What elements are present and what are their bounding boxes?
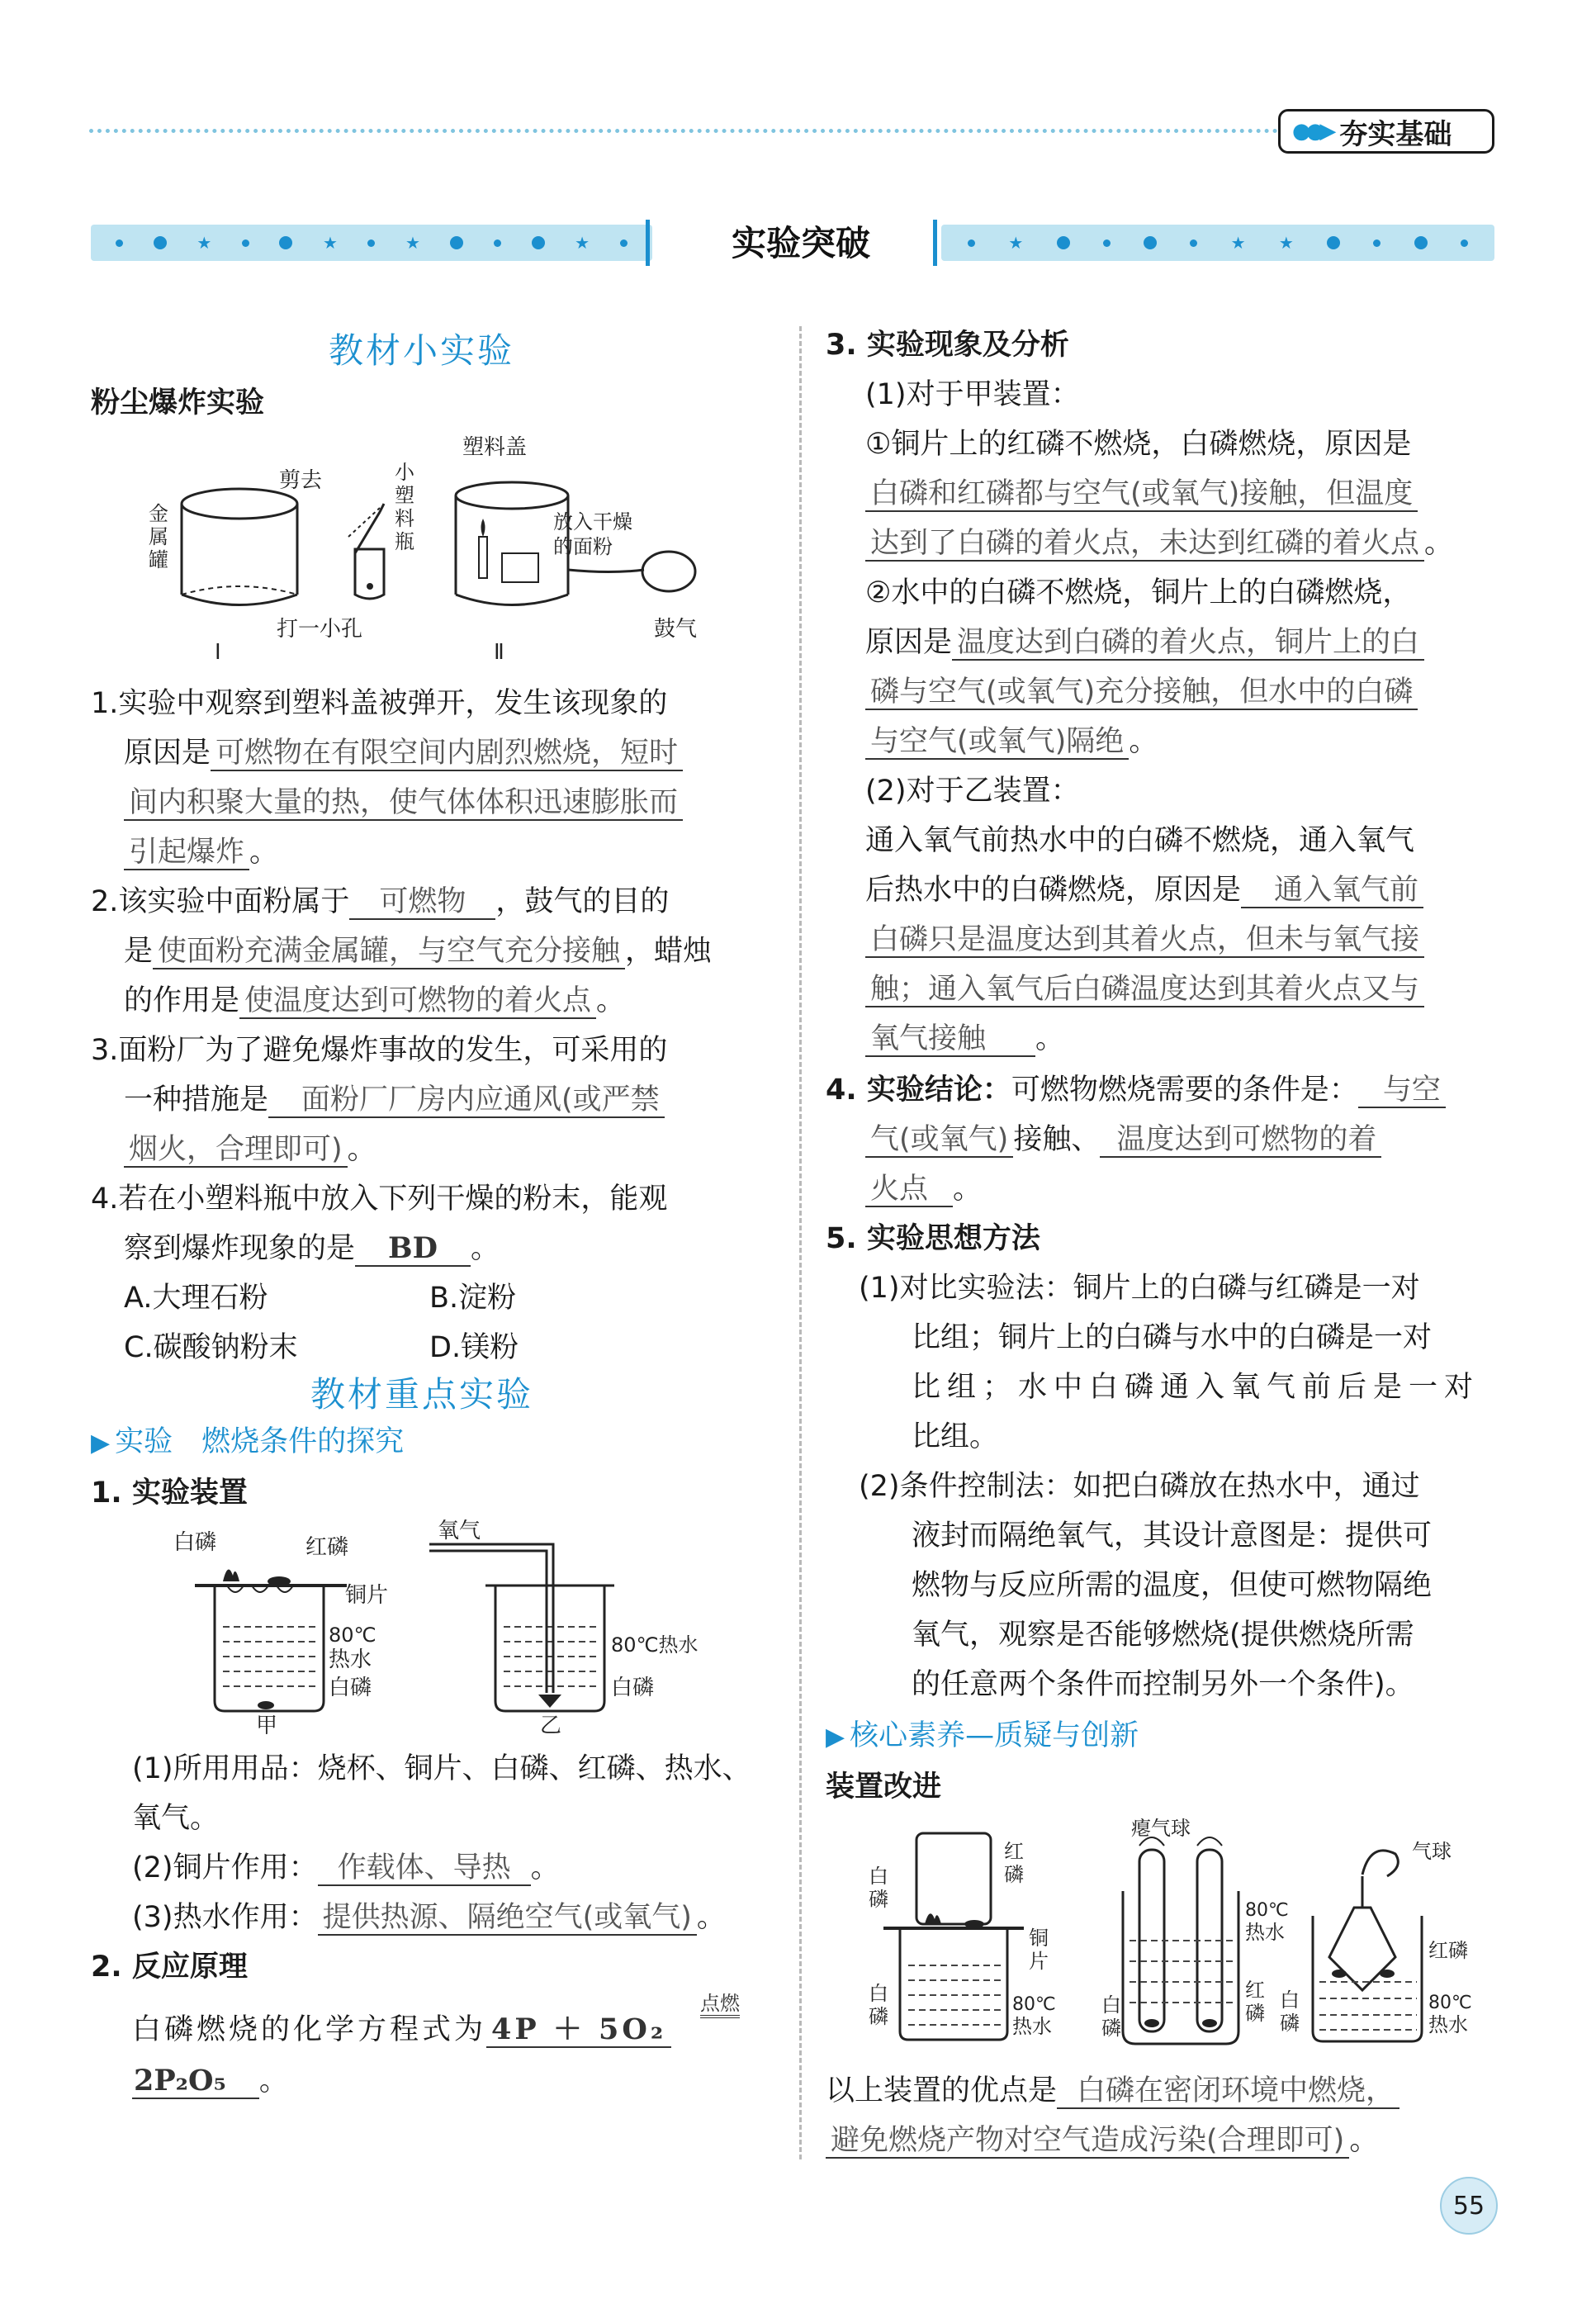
adv-line1: 以上装置的优点是 白磷在密闭环境中燃烧， (826, 2066, 1399, 2116)
s3-c1: 通入氧气前热水中的白磷不燃烧，通入氧气 (865, 824, 1415, 857)
s3-a3: 达到了白磷的着火点，未达到红磷的着火点 。 (865, 519, 1453, 568)
q4-line2: 察到爆炸现象的是 BD 。 (124, 1231, 500, 1265)
svg-text:红: 红 (1004, 1840, 1024, 1863)
combustion-apparatus-figure (157, 1519, 735, 1734)
svg-text:料: 料 (395, 507, 414, 530)
q3-line3: 烟火，合理即可) 。 (124, 1125, 377, 1174)
label-fangru: 放入干燥 (553, 510, 632, 533)
svg-text:80℃: 80℃ (1245, 1900, 1289, 1921)
q2-line3: 的作用是 使温度达到可燃物的着火点 。 (124, 984, 626, 1017)
core-title: ▶ 核心素养—质疑与创新 (826, 1719, 1139, 1752)
page-number: 55 (1440, 2177, 1498, 2235)
svg-text:罐: 罐 (149, 548, 168, 571)
s5-p2a: (2)条件控制法：如把白磷放在热水中，通过 (859, 1470, 1420, 1503)
exp-name: 粉尘爆炸实验 (91, 386, 265, 420)
svg-text:小: 小 (395, 461, 414, 484)
svg-text:白: 白 (1101, 1993, 1121, 2017)
reaction-condition: 点燃 (700, 1992, 740, 2018)
svg-text:热水: 热水 (1245, 1921, 1285, 1944)
label-suliaogai: 塑料盖 (462, 435, 528, 460)
s5-p2e: 的任意两个条件而控制另外一个条件)。 (912, 1668, 1414, 1701)
s3-a1: ①铜片上的红磷不燃烧，白磷燃烧，原因是 (865, 428, 1412, 461)
s1-title: 1. 实验装置 (91, 1477, 248, 1510)
s1-item2: (2)铜片作用： 作载体、导热 。 (132, 1851, 560, 1884)
s3-b3: 磷与空气(或氧气)充分接触，但水中的白磷 (865, 667, 1418, 717)
svg-text:热水: 热水 (1428, 2013, 1468, 2036)
s3-b2: 原因是 温度达到白磷的着火点，铜片上的白 (865, 618, 1424, 667)
svg-text:白: 白 (1280, 1989, 1300, 2012)
s3-b4: 与空气(或氧气)隔绝 。 (865, 717, 1158, 766)
s4-line3: 火点 。 (865, 1164, 982, 1214)
s5-p1d: 比组。 (912, 1420, 999, 1453)
svg-text:白: 白 (869, 1865, 888, 1888)
s3-c2: 后热水中的白磷燃烧，原因是 通入氧气前 (865, 865, 1423, 915)
q4-option-b: B.淀粉 (429, 1282, 517, 1315)
left-title1: 教材小实验 (329, 330, 515, 371)
s3-title: 3. 实验现象及分析 (826, 329, 1069, 362)
fig2-label-reshui: 热水 (329, 1647, 372, 1672)
s5-p1c: 比组；水中白磷通入氧气前后是一对 (912, 1371, 1480, 1404)
label-jianqu: 剪去 (279, 468, 323, 493)
fig2-label-jia: 甲 (256, 1714, 278, 1734)
fig2-label-bailin2: 白磷 (329, 1676, 372, 1700)
s3-c3: 白磷只是温度达到其着火点，但未与氧气接 (865, 915, 1424, 965)
fig2-label-tongpian: 铜片 (345, 1583, 389, 1608)
s3-b1: ②水中的白磷不燃烧，铜片上的白磷燃烧， (865, 576, 1412, 609)
q1-line2: 原因是 可燃物在有限空间内剧烈燃烧，短时 (124, 728, 683, 778)
fig2-label-bailin3: 白磷 (611, 1676, 655, 1700)
svg-text:80℃: 80℃ (1012, 1994, 1056, 2015)
q3-line2: 一种措施是 面粉厂厂房内应通风(或严禁 (124, 1075, 665, 1125)
svg-text:磷: 磷 (869, 2005, 888, 2028)
fig3-label-bieqiqiu: 瘪气球 (1131, 1817, 1191, 1840)
label-guqi: 鼓气 (654, 617, 698, 642)
triangle-icon: ▶ (826, 1723, 845, 1752)
label-roman2: Ⅱ (494, 640, 504, 665)
svg-text:磷: 磷 (1101, 2017, 1121, 2040)
s3-a2: 白磷和红磷都与空气(或氧气)接触，但温度 (865, 469, 1418, 519)
svg-text:磷: 磷 (1245, 2002, 1265, 2025)
adv-line2: 避免燃烧产物对空气造成污染(合理即可) 。 (826, 2116, 1378, 2165)
fig2-label-temp-reshui: 80℃热水 (611, 1633, 699, 1657)
badge-label: 夯实基础 (1339, 117, 1452, 151)
banner-left-bar (646, 220, 650, 266)
q1-line1: 1.实验中观察到塑料盖被弹开，发生该现象的 (91, 687, 668, 720)
s3-c5: 氧气接触 。 (865, 1014, 1064, 1064)
svg-text:片: 片 (1029, 1950, 1049, 1973)
svg-text:塑: 塑 (395, 484, 414, 507)
s5-p1b: 比组；铜片上的白磷与水中的白磷是一对 (912, 1321, 1433, 1354)
svg-text:红: 红 (1245, 1979, 1265, 2002)
fig3-label-honglin3: 红磷 (1428, 1939, 1468, 1962)
q4-line1: 4.若在小塑料瓶中放入下列干燥的粉末，能观 (91, 1183, 668, 1216)
fig2-label-honglin: 红磷 (305, 1535, 349, 1560)
svg-text:铜: 铜 (1029, 1927, 1049, 1950)
s5-p1a: (1)对比实验法：铜片上的白磷与红磷是一对 (859, 1272, 1420, 1305)
fig2-label-temp: 80℃ (329, 1624, 377, 1647)
svg-text:磷: 磷 (869, 1888, 888, 1911)
exp2-title: ▶ 实验 燃烧条件的探究 (91, 1425, 405, 1458)
svg-text:磷: 磷 (1280, 2012, 1300, 2035)
label-dayixiaokong: 打一小孔 (277, 617, 363, 642)
svg-text:白: 白 (869, 1982, 888, 2005)
svg-text:热水: 热水 (1012, 2015, 1052, 2038)
q4-option-d: D.镁粉 (429, 1331, 519, 1364)
q2-line1: 2.该实验中面粉属于 可燃物 ，鼓气的目的 (91, 885, 670, 918)
label-roman1: I (215, 640, 221, 665)
s2-title: 2. 反应原理 (91, 1951, 248, 1984)
svg-text:属: 属 (149, 525, 168, 548)
banner-left-strip: ★ ★ ★ ★ (91, 225, 652, 261)
q1-line4: 引起爆炸 。 (124, 827, 278, 877)
q2-line2: 是 使面粉充满金属罐，与空气充分接触 ，蜡烛 (124, 935, 713, 968)
header-dotted-line (89, 129, 1278, 135)
double-arrow-icon: ●●▶ (1292, 119, 1332, 144)
s1-item3: (3)热水作用： 提供热源、隔绝空气(或氧气) 。 (132, 1901, 726, 1934)
s5-p2c: 燃物与反应所需的温度，但使可燃物隔绝 (912, 1569, 1433, 1602)
label-jinshuguan-1: 金 (149, 502, 168, 525)
svg-text:瓶: 瓶 (395, 530, 414, 553)
banner-right-strip: ★ ★ ★ (941, 225, 1494, 261)
column-divider (799, 326, 802, 2159)
s5-p2b: 液封而隔绝氧气，其设计意图是：提供可 (912, 1519, 1433, 1552)
s3-c4: 触；通入氧气后白磷温度达到其着火点又与 (865, 965, 1424, 1014)
fig3-label-qiqiu: 气球 (1412, 1840, 1452, 1863)
s1-item1b: 氧气。 (132, 1802, 220, 1835)
svg-text:80℃: 80℃ (1428, 1993, 1472, 2013)
s3-sub1: (1)对于甲装置： (865, 378, 1080, 411)
fig2-label-yangqi: 氧气 (438, 1519, 481, 1543)
left-title2: 教材重点实验 (310, 1374, 534, 1415)
fig2-label-yi: 乙 (540, 1714, 562, 1734)
s5-title: 5. 实验思想方法 (826, 1222, 1040, 1255)
s3-sub2: (2)对于乙装置： (865, 775, 1080, 808)
fig2-label-bailin: 白磷 (173, 1530, 217, 1555)
q3-line1: 3.面粉厂为了避免爆炸事故的发生，可采用的 (91, 1034, 668, 1067)
improved-apparatus-figure (867, 1817, 1511, 2056)
section-badge (1278, 109, 1494, 154)
banner-right-bar (933, 220, 937, 266)
triangle-icon: ▶ (91, 1429, 111, 1458)
q4-option-c: C.碳酸钠粉末 (124, 1331, 298, 1364)
label-mianfen: 的面粉 (553, 535, 613, 558)
s5-p2d: 氧气，观察是否能够燃烧(提供燃烧所需 (912, 1619, 1414, 1652)
q4-option-a: A.大理石粉 (124, 1282, 268, 1315)
s4-line1: 4. 实验结论：可燃物燃烧需要的条件是： 与空 (826, 1065, 1446, 1115)
s1-item1a: (1)所用用品：烧杯、铜片、白磷、红磷、热水、 (132, 1752, 751, 1785)
svg-text:磷: 磷 (1004, 1863, 1024, 1886)
q1-line3: 间内积聚大量的热，使气体体积迅速膨胀而 (124, 778, 683, 827)
s2-line1: 白磷燃烧的化学方程式为 4P ＋ 5O₂ (132, 2005, 671, 2055)
s4-line2: 气(或氧气) 接触、 温度达到可燃物的着 (865, 1115, 1381, 1164)
section-title: 实验突破 (731, 223, 870, 263)
device-title: 装置改进 (826, 1770, 942, 1804)
s2-line2: 2P₂O₅ 。 (134, 2064, 288, 2098)
dust-explosion-figure (132, 429, 727, 677)
